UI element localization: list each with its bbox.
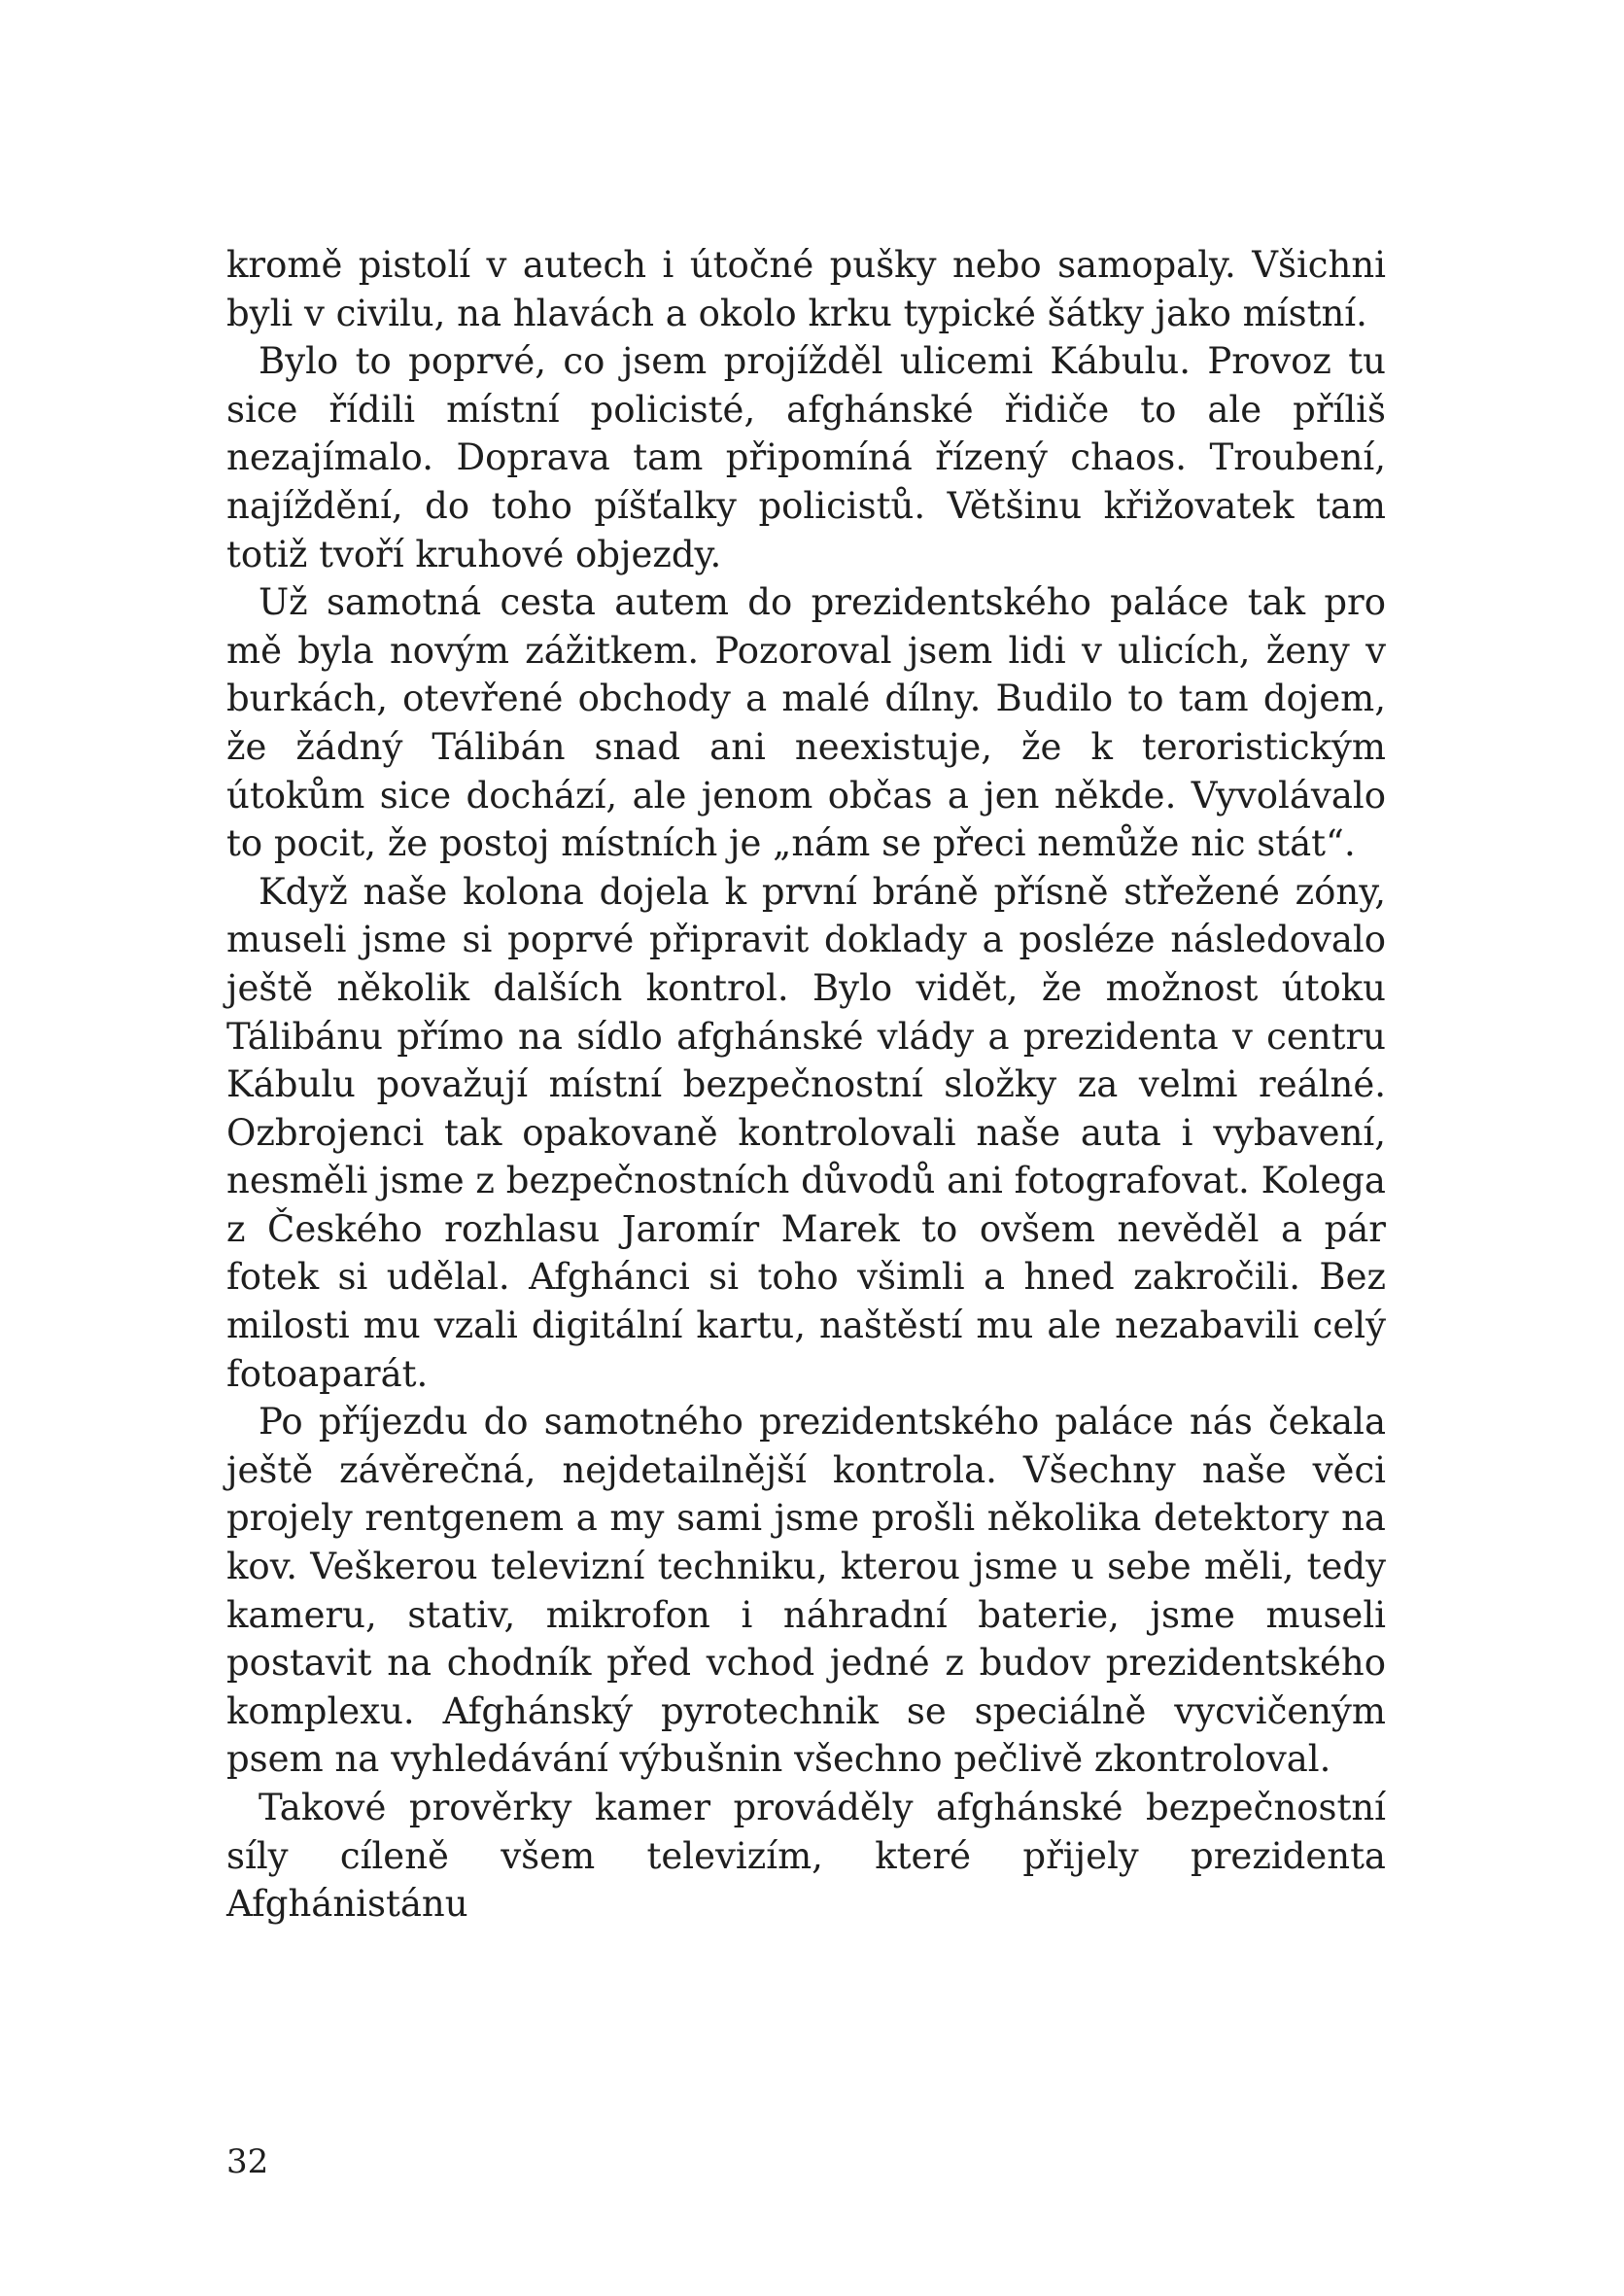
paragraph-4: Když naše kolona dojela k první bráně přísně střežené zóny, museli jsme si poprvé připravit doklady a posléze následovalo ještě několik dalších kontrol. Bylo vidět, že možnost útoku Tálibánu přímo na sídlo afghánské vlády a prezidenta v centru Kábulu považují místní bezpečnostní složky za velmi reálné. Ozbrojenci tak opakovaně kontrolovali naše auta i vybavení, nesměli jsme z bezpečnostních důvodů ani fotografovat. Kolega z Českého rozhlasu Jaromír Marek to ovšem nevěděl a pár fotek si udělal. Afghánci si toho všimli a hned zakročili. Bez milosti mu vzali digitální kartu, naštěstí mu ale nezabavili celý fotoaparát. bbox=[226, 870, 1386, 1395]
paragraph-5: Po příjezdu do samotného prezidentského paláce nás čekala ještě závěrečná, nejdetailnější kontrola. Všechny naše věci projely rentgenem a my sami jsme prošli několika detektory na kov. Veškerou televizní techniku, kterou jsme u sebe měli, tedy kameru, stativ, mikrofon i náhradní baterie, jsme museli postavit na chodník před vchod jedné z budov prezidentského komplexu. Afghánský pyrotechnik se speciálně vycvičeným psem na vyhledávání výbušnin všechno pečlivě zkontroloval. bbox=[226, 1401, 1386, 1781]
paragraph-1: kromě pistolí v autech i útočné pušky nebo samopaly. Všichni byli v civilu, na hlavách a okolo krku typické šátky jako místní. bbox=[226, 244, 1386, 334]
paragraph-6: Takové prověrky kamer prováděly afghánské bezpečnostní síly cíleně všem televizím, které přijely prezidenta Afghánistánu bbox=[226, 1787, 1386, 1926]
paragraph-3: Už samotná cesta autem do prezidentského paláce tak pro mě byla novým zážitkem. Pozoroval jsem lidi v ulicích, ženy v burkách, otevřené obchody a malé dílny. Budilo to tam dojem, že žádný Tálibán snad ani neexistuje, že k teroristickým útokům sice dochází, ale jenom občas a jen někde. Vyvolávalo to pocit, že postoj místních je „nám se přeci nemůže nic stát“. bbox=[226, 581, 1386, 865]
paragraph-2: Bylo to poprvé, co jsem projížděl ulicemi Kábulu. Provoz tu sice řídili místní policisté, afghánské řidiče to ale příliš nezajímalo. Doprava tam připomíná řízený chaos. Troubení, najíždění, do toho píšťalky policistů. Většinu křižovatek tam totiž tvoří kruhové objezdy. bbox=[226, 340, 1386, 575]
page-number: 32 bbox=[226, 2142, 269, 2181]
body-text bbox=[226, 241, 1386, 1929]
